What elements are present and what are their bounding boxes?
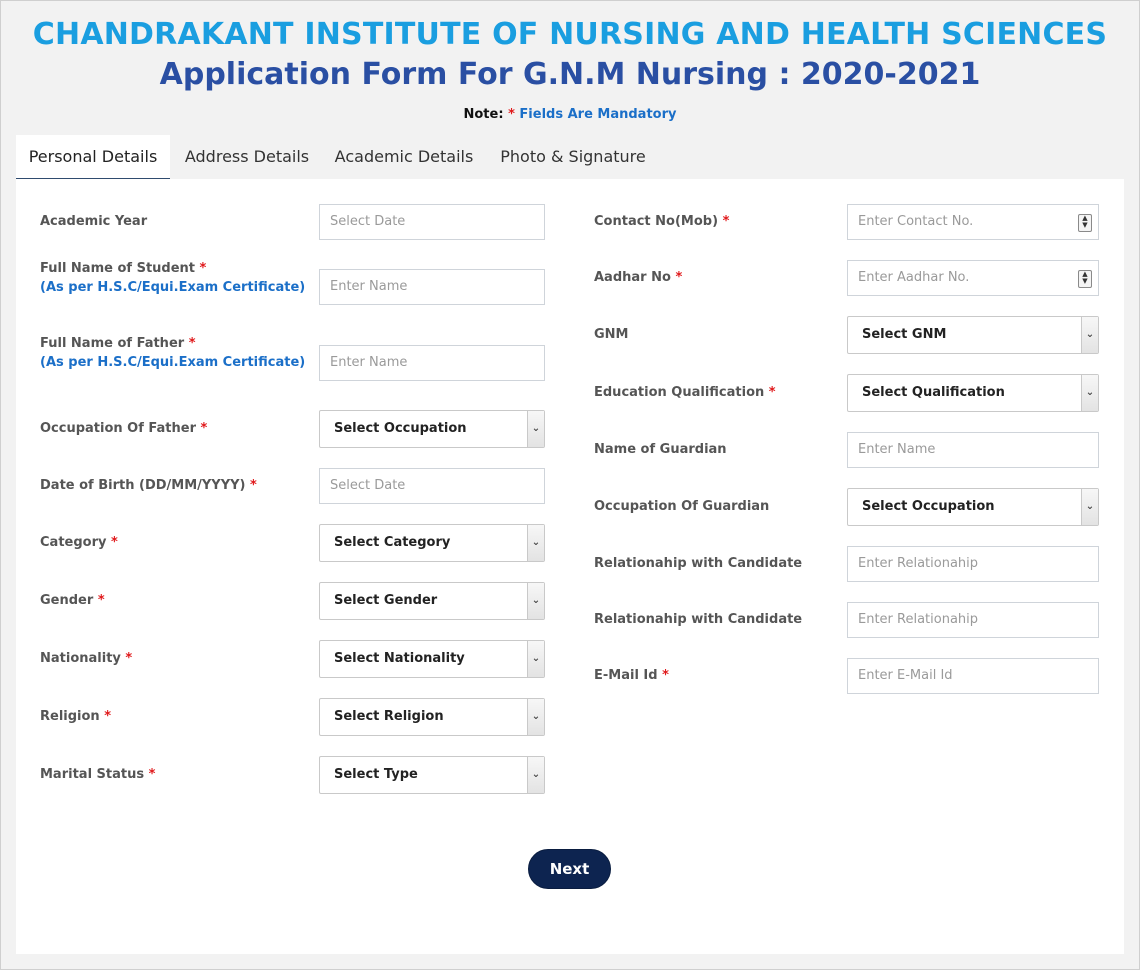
gender-label bbox=[40, 593, 105, 608]
guardian-occupation-value: Select Occupation bbox=[862, 499, 995, 514]
nationality-value: Select Nationality bbox=[334, 651, 465, 666]
required-marker: * bbox=[662, 668, 669, 683]
required-marker: * bbox=[111, 535, 118, 550]
guardian-name-label bbox=[594, 442, 727, 457]
qualification-label bbox=[594, 385, 776, 400]
father-occupation-value: Select Occupation bbox=[334, 421, 467, 436]
next-button[interactable]: Next bbox=[528, 849, 611, 889]
category-label bbox=[40, 535, 118, 550]
aadhar-label bbox=[594, 270, 682, 285]
marital-status-value: Select Type bbox=[334, 767, 418, 782]
tab-academic-details[interactable]: Academic Details bbox=[334, 147, 474, 166]
category-select[interactable] bbox=[319, 524, 545, 562]
form-title: Application Form For G.N.M Nursing : 2020-2021 bbox=[159, 57, 981, 92]
marital-status-label-text: Marital Status bbox=[40, 767, 145, 782]
chevron-down-icon[interactable]: ⌄ bbox=[527, 699, 544, 735]
student-name-label-text: Full Name of Student bbox=[40, 261, 196, 276]
qualification-select[interactable] bbox=[847, 374, 1099, 412]
marital-status-select[interactable] bbox=[319, 756, 545, 794]
tab-address-details[interactable]: Address Details bbox=[184, 147, 310, 166]
form-panel bbox=[16, 179, 1124, 954]
chevron-down-icon[interactable]: ⌄ bbox=[1081, 375, 1098, 411]
contact-input[interactable] bbox=[847, 204, 1099, 240]
note-label: Note: bbox=[463, 107, 504, 122]
father-name-hint: (As per H.S.C/Equi.Exam Certificate) bbox=[40, 355, 306, 370]
marital-status-label bbox=[40, 767, 155, 782]
spinner-icon[interactable]: ▲ ▼ bbox=[1078, 214, 1092, 232]
father-name-input[interactable]: Enter Name bbox=[319, 345, 545, 381]
guardian-name-input[interactable]: Enter Name bbox=[847, 432, 1099, 468]
contact-placeholder: Enter Contact No. bbox=[858, 214, 974, 229]
required-marker: * bbox=[722, 214, 730, 229]
gender-select[interactable] bbox=[319, 582, 545, 620]
relationship-label-2 bbox=[594, 612, 802, 627]
dob-label bbox=[40, 478, 257, 493]
chevron-down-icon[interactable]: ⌄ bbox=[1081, 489, 1098, 525]
gnm-label-text: GNM bbox=[594, 327, 629, 342]
student-name-label bbox=[40, 261, 206, 276]
aadhar-label-text: Aadhar No bbox=[594, 270, 671, 285]
relationship-label-text: Relationahip with Candidate bbox=[594, 612, 803, 627]
father-occupation-label bbox=[40, 421, 207, 436]
tab-personal-details[interactable]: Personal Details bbox=[16, 135, 170, 181]
student-name-hint: (As per H.S.C/Equi.Exam Certificate) bbox=[40, 280, 306, 295]
academic-year-label bbox=[40, 214, 147, 229]
note-text: Fields Are Mandatory bbox=[519, 107, 677, 122]
relationship-label-text: Relationahip with Candidate bbox=[594, 556, 803, 571]
gnm-label bbox=[594, 327, 629, 342]
spinner-icon[interactable]: ▲ ▼ bbox=[1078, 270, 1092, 288]
note-asterisk: * bbox=[508, 107, 515, 122]
father-name-label-text: Full Name of Father bbox=[40, 336, 185, 351]
father-occupation-select[interactable] bbox=[319, 410, 545, 448]
nationality-select[interactable] bbox=[319, 640, 545, 678]
chevron-down-icon[interactable]: ⌄ bbox=[1081, 317, 1098, 353]
chevron-down-icon[interactable]: ⌄ bbox=[527, 411, 544, 447]
religion-label-text: Religion bbox=[40, 709, 100, 724]
chevron-down-icon[interactable]: ⌄ bbox=[527, 583, 544, 619]
chevron-down-icon[interactable]: ⌄ bbox=[527, 641, 544, 677]
contact-label bbox=[594, 214, 729, 229]
guardian-occupation-select[interactable] bbox=[847, 488, 1099, 526]
required-marker: * bbox=[768, 385, 776, 400]
email-label bbox=[594, 668, 669, 683]
aadhar-placeholder: Enter Aadhar No. bbox=[858, 270, 970, 285]
email-input[interactable]: Enter E-Mail Id bbox=[847, 658, 1099, 694]
gender-label-text: Gender bbox=[40, 593, 94, 608]
qualification-label-text: Education Qualification bbox=[594, 385, 765, 400]
institute-title: CHANDRAKANT INSTITUTE OF NURSING AND HEALTH SCIENCES bbox=[32, 17, 1108, 52]
category-value: Select Category bbox=[334, 535, 451, 550]
required-marker: * bbox=[675, 270, 683, 285]
student-name-input[interactable]: Enter Name bbox=[319, 269, 545, 305]
dob-label-text: Date of Birth (DD/MM/YYYY) bbox=[40, 478, 246, 493]
required-marker: * bbox=[104, 709, 112, 724]
qualification-value: Select Qualification bbox=[862, 385, 1005, 400]
guardian-name-label-text: Name of Guardian bbox=[594, 442, 727, 457]
religion-select[interactable] bbox=[319, 698, 545, 736]
chevron-down-icon[interactable]: ⌄ bbox=[527, 757, 544, 793]
father-occupation-label-text: Occupation Of Father bbox=[40, 421, 196, 436]
required-marker: * bbox=[200, 421, 208, 436]
tab-photo-signature[interactable]: Photo & Signature bbox=[500, 147, 646, 166]
dob-input[interactable]: Select Date bbox=[319, 468, 545, 504]
chevron-down-icon[interactable]: ⌄ bbox=[527, 525, 544, 561]
required-marker: * bbox=[148, 767, 156, 782]
nationality-label-text: Nationality bbox=[40, 651, 121, 666]
required-marker: * bbox=[97, 593, 105, 608]
academic-year-label-text: Academic Year bbox=[40, 214, 148, 229]
gnm-value: Select GNM bbox=[862, 327, 947, 342]
nationality-label bbox=[40, 651, 132, 666]
category-label-text: Category bbox=[40, 535, 107, 550]
aadhar-input[interactable] bbox=[847, 260, 1099, 296]
relationship-input-1[interactable]: Enter Relationahip bbox=[847, 546, 1099, 582]
email-label-text: E-Mail Id bbox=[594, 668, 658, 683]
religion-label bbox=[40, 709, 111, 724]
required-marker: * bbox=[188, 336, 196, 351]
gender-value: Select Gender bbox=[334, 593, 438, 608]
required-marker: * bbox=[125, 651, 133, 666]
guardian-occupation-label bbox=[594, 499, 769, 514]
religion-value: Select Religion bbox=[334, 709, 444, 724]
mandatory-note bbox=[0, 107, 1140, 122]
academic-year-input[interactable]: Select Date bbox=[319, 204, 545, 240]
father-name-label bbox=[40, 336, 196, 351]
required-marker: * bbox=[250, 478, 257, 493]
guardian-occupation-label-text: Occupation Of Guardian bbox=[594, 499, 770, 514]
contact-label-text: Contact No(Mob) bbox=[594, 214, 719, 229]
relationship-label-1 bbox=[594, 556, 802, 571]
gnm-select[interactable] bbox=[847, 316, 1099, 354]
required-marker: * bbox=[199, 261, 207, 276]
relationship-input-2[interactable]: Enter Relationahip bbox=[847, 602, 1099, 638]
